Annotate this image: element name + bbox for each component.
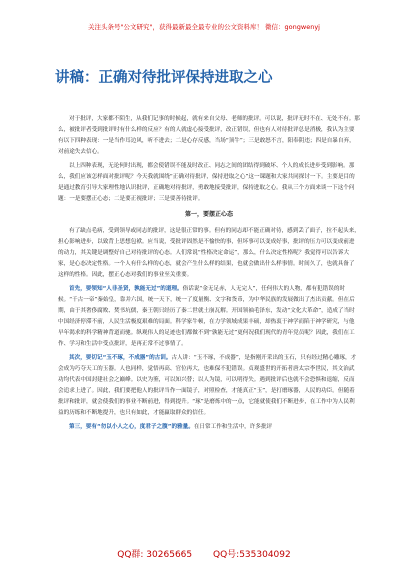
- footer-qq-number: QQ号:535304092: [213, 550, 291, 560]
- section-paragraph: 有了缺点毛病，受到领导或同志的批评，这是很正常的事。但有的同志却不能正确对待，感到丢了面子，拉不起头来，担心影响进步，以致背上思想包袱。应当说，受批评固然是不愉快的事，但坏事可以变成好事，批评的压力可以变成前进的动力，其关键是调整好自己对待批评的心态。人们常说“性格决定命运”，那么，什么决定性格呢？我觉得可以告诉大家，是心态决定性格。一个人有什么样的心态，就会产生什么样的结果，也就会做出什么样事情。时间久了，也就具备了这样的性格。因此，摆正心态对我们的事业至关重要。: [58, 228, 360, 278]
- point-paragraph: [58, 284, 360, 350]
- intro-paragraph: 以上四种表现，无论何时出现，都会使错误不能及时改正、同志之间的团结得到破坏、个人的成长进步受到影响。那么，我们应该怎样面对批评呢？今天我就围绕“正确对待批评，保持进取之心”这一课题和大家共同探讨一下。主要是目的是通过教育引导大家理性地认识批评，正确地对待批评，勇敢地接受批评，保持进取之心。我从三个方面来谈一下这个问题：一是要摆正心态；二是要正视批评；三是要善待批评。: [58, 163, 355, 202]
- point-text: 古人讲：“玉不琢，不成器”，是指刚开采出的玉石，只有经过精心雕琢，才会成为巧夺天工的玉器。人也同样，觉悟再高、官位再大，也难保不犯错误。贞观盛世的开拓者唐太宗李世民，其文治武功均代表中国封建社会之巅峰。以史为鉴，可以知兴替；以人为镜，可以明得失。遇到批评后也就不会恐惧和退缩，反而会追求上进了。因此，我们要把他人的批评当作一面镜子，对照检查，才能真正“玉”，是打磨琢器，人民的功臣。但随着批评和批评，就会使我们的事业不断前进，得到提升。“琢”是磨炼中的一点，它能就使我们不断进步，在工作中为人民利益的历练和不断地提升，也只有如此，才能赢取群众的信任。: [58, 355, 357, 416]
- page-title: 讲稿：正确对待批评保持进取之心: [55, 70, 273, 86]
- intro-paragraph: 对于批评，大家都不陌生，从我们记事的时候起，就有来自父母、老师的批评。可以说，批评无时不在、无处不有。那么，被批评者受到批评时有什么样的反应？有的人就虚心接受批评，改正错误，但也有人对待批评总是消极，我认为主要有以下四种表现：一是当作耳边风，听不进去；二是心存反感，当场“顶牛”；三是敢怒不言，阳奉阴违；四是自暴自弃，对前途失去信心。: [58, 116, 360, 155]
- point-text: 俗话说“金无足赤，人无完人”，任何伟大的人物，都有犯错误的时候。“千古一帝”秦始皇，靠并六国，统一天下，统一了度量衡、文字和货币，为中华民族的发展做出了杰出贡献。但在后期，由于其奢侈腐败、焚书坑儒，秦王朝只经历了秦二世就土崩瓦解。开国领袖毛泽东，发动“文化大革命”，造成了当时中国经济停滞不前，人民生活极度艰难的局面。科学家牛顿，在力学领域成果丰硕，却热衷于神学而陷于神学研究，与他早年渴求的科学精神背道而驰。纵观伟人的足迹也们都做不到“孰能无过”更何况我们现代的青年党员呢？因此，我们在工作、学习和生活中受点批评，是再正常不过事情了。: [58, 286, 355, 347]
- point-paragraph: [58, 353, 360, 419]
- point-lead: 第三，要有“勿以小人之心，度君子之腹”的雅量。: [69, 424, 194, 430]
- point-text: 在日常工作和生活中，许多批评: [193, 424, 273, 430]
- section-heading: 第一，要摆正心态: [184, 211, 233, 218]
- point-lead: 首先，要领知“人非圣贤，孰能无过”的道理。: [69, 286, 183, 292]
- document-body: [58, 114, 360, 534]
- footer: [0, 547, 408, 560]
- footer-qq-group: QQ群: 30265665: [117, 550, 193, 560]
- point-paragraph: [58, 422, 360, 433]
- promo-banner: 关注头条号"公文研究"，获得最新最全最专业的公文资料库！ 微信：gongwenyj: [88, 23, 320, 31]
- point-lead: 其次，要切记“玉不琢，不成器”的古训。: [69, 355, 172, 361]
